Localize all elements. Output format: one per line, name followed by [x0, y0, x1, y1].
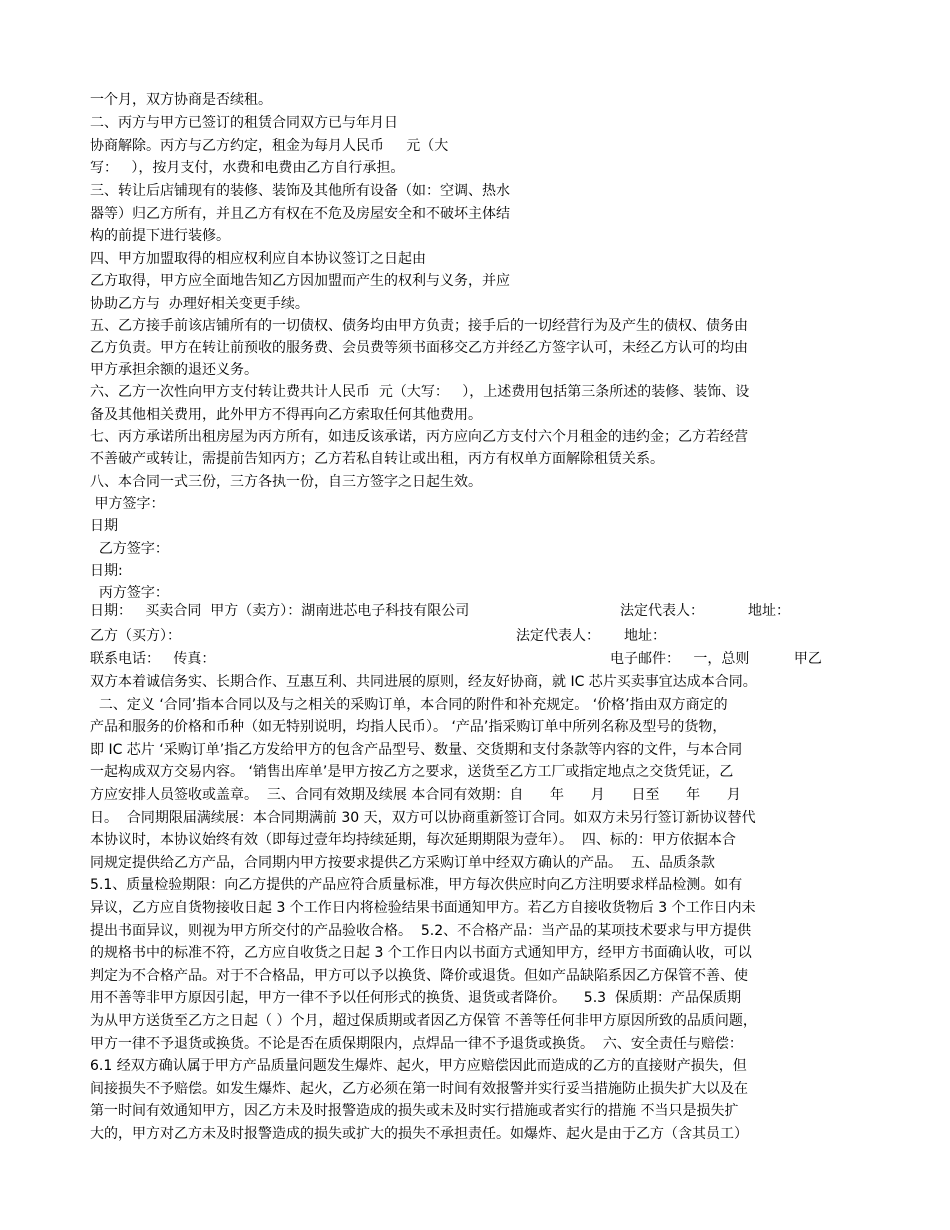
contract-line: 6.1 经双方确认属于甲方产品质量问题发生爆炸、起火，甲方应赔偿因此而造成的乙方的直接财产损失，但	[90, 1058, 747, 1075]
lease-line: 写： ），按月支付，水费和电费由乙方自行承担。	[90, 160, 405, 176]
lease-line: 乙方取得，甲方应全面地告知乙方因加盟而产生的权利与义务，并应	[90, 273, 510, 289]
contract-line: 5.1、质量检验期限：向乙方提供的产品应符合质量标准，甲方每次供应时向乙方注明要求样品检测。如有	[90, 877, 743, 894]
lease-line: 七、丙方承诺所出租房屋为丙方所有，如违反该承诺，丙方应向乙方支付六个月租金的违约金；乙方若经营	[90, 429, 748, 445]
lease-line: 一个月，双方协商是否续租。	[90, 92, 272, 108]
lease-line: 乙方负责。甲方在转让前预收的服务费、会员费等须书面移交乙方并经乙方签字认可，未经乙方认可的均由	[90, 340, 748, 356]
contract-line: 为从甲方送货至乙方之日起（ ）个月，超过保质期或者因乙方保管 不善等任何非甲方原因所致的品质问题，	[90, 1013, 757, 1029]
buyer-label: 乙方（买方）：	[90, 628, 181, 644]
contact-phone-fax: 联系电话： 传真：	[90, 651, 216, 667]
lease-line: 甲方签字：	[90, 496, 165, 512]
lease-line: 二、丙方与甲方已签订的租赁合同双方已与年月日	[90, 115, 398, 131]
contract-line: 同规定提供给乙方产品，合同期内甲方按要求提供乙方采购订单中经双方确认的产品。 五、品质条款	[90, 854, 715, 871]
lease-line: 甲方承担余额的退还义务。	[90, 362, 258, 378]
lease-line: 五、乙方接手前该店铺所有的一切债权、债务均由甲方负责；接手后的一切经营行为及产生的债权、债务由	[90, 318, 748, 334]
lease-line: 协商解除。丙方与乙方约定，租金为每月人民币 元（大	[90, 138, 449, 154]
contract-line: 双方本着诚信务实、长期合作、互惠互利、共同进展的原则，经友好协商，就 IC 芯片买卖事宜达成本合同。	[90, 674, 757, 690]
lease-line: 丙方签字：	[90, 585, 169, 601]
seller-legal-rep-label: 法定代表人：	[620, 603, 704, 619]
contract-line: 的规格书中的标准不符，乙方应自收货之日起 3 个工作日内以书面方式通知甲方，经甲方书面确认收，可以	[90, 945, 752, 962]
seller-address-label: 地址：	[748, 603, 790, 619]
contract-line: 提出书面异议，则视为甲方所交付的产品验收合格。 5.2、不合格产品：当产品的某项技术要求与甲方提供	[90, 922, 752, 939]
contract-line: 即 IC 芯片 ‘采购订单’指乙方发给甲方的包含产品型号、数量、交货期和支付条款等内容的文件，与本合同	[90, 741, 743, 758]
contract-line: 产品和服务的价格和币种（如无特别说明，均指人民币）。 ‘产品’指采购订单中所列名称及型号的货物，	[90, 719, 727, 736]
contract-line: 本协议时，本协议始终有效（即每过壹年均持续延期，每次延期期限为壹年）。 四、标的：甲方依据本合	[90, 832, 736, 849]
contract-line: 甲方一律不予退货或换货。不论是否在质保期限内，点焊品一律不予退货或换货。 六、安全责任与赔偿：	[90, 1035, 743, 1052]
lease-line: 日期:	[90, 563, 123, 579]
contract-line: 大的，甲方对乙方未及时报警造成的损失或扩大的损失不承担责任。如爆炸、起火是由于乙方（含其员工）	[90, 1126, 748, 1142]
lease-line: 六、乙方一次性向甲方支付转让费共计人民币 元（大写： ），上述费用包括第三条所述的装修、装饰、设	[90, 384, 750, 400]
lease-line: 三、转让后店铺现有的装修、装饰及其他所有设备（如：空调、热水	[90, 183, 510, 199]
lease-line: 构的前提下进行装修。	[90, 228, 230, 244]
lease-line: 备及其他相关费用，此外甲方不得再向乙方索取任何其他费用。	[90, 407, 482, 423]
contract-header-date-seller: 日期： 买卖合同 甲方（卖方）：湖南进芯电子科技有限公司	[90, 603, 470, 619]
buyer-legal-rep-label: 法定代表人：	[516, 628, 600, 644]
lease-line: 不善破产或转让，需提前告知丙方；乙方若私自转让或出租，丙方有权单方面解除租赁关系。	[90, 451, 664, 467]
lease-line: 协助乙方与 办理好相关变更手续。	[90, 296, 309, 312]
buyer-address-label: 地址：	[624, 628, 666, 644]
contract-line: 日。 合同期限届满续展：本合同期满前 30 天，双方可以协商重新签订合同。如双方未另行签订新协议替代	[90, 809, 756, 826]
contract-line: 间接损失不予赔偿。如发生爆炸、起火，乙方必须在第一时间有效报警并实行妥当措施防止损失扩大以及在	[90, 1080, 748, 1097]
lease-line: 四、甲方加盟取得的相应权利应自本协议签订之日起由	[90, 251, 426, 267]
lease-line: 八、本合同一式三份，三方各执一份，自三方签字之日起生效。	[90, 474, 482, 490]
contract-line: 判定为不合格产品。对于不合格品，甲方可以予以换货、降价或退货。但如产品缺陷系因乙方保管不善、使	[90, 967, 748, 984]
contract-line: 用不善等非甲方原因引起，甲方一律不予以任何形式的换货、退货或者降价。 5.3 保质期：产品保质期	[90, 990, 741, 1007]
contract-line: 第一时间有效通知甲方，因乙方未及时报警造成的损失或未及时实行措施或者实行的措施 不当只是损失扩	[90, 1103, 739, 1120]
lease-line: 乙方签字：	[90, 541, 169, 557]
contract-line: 异议，乙方应自货物接收日起 3 个工作日内将检验结果书面通知甲方。若乙方自接收货物后 3 个工作日内未	[90, 900, 756, 916]
lease-line: 器等）归乙方所有，并且乙方有权在不危及房屋安全和不破坏主体结	[90, 206, 510, 222]
email-general-terms: 电子邮件： 一，总则 甲乙	[610, 651, 822, 667]
contract-line: 一起构成双方交易内容。 ‘销售出库单’是甲方按乙方之要求，送货至乙方工厂或指定地点之交货凭证，乙	[90, 764, 734, 781]
contract-line: 方应安排人员签收或盖章。 三、合同有效期及续展 本合同有效期：自 年 月 日至 年 月	[90, 787, 741, 803]
contract-line: 二、定义 ‘合同’指本合同以及与之相关的采购订单，本合同的附件和补充规定。 ‘价格’指由双方商定的	[90, 696, 728, 713]
lease-line: 日期	[90, 518, 118, 534]
